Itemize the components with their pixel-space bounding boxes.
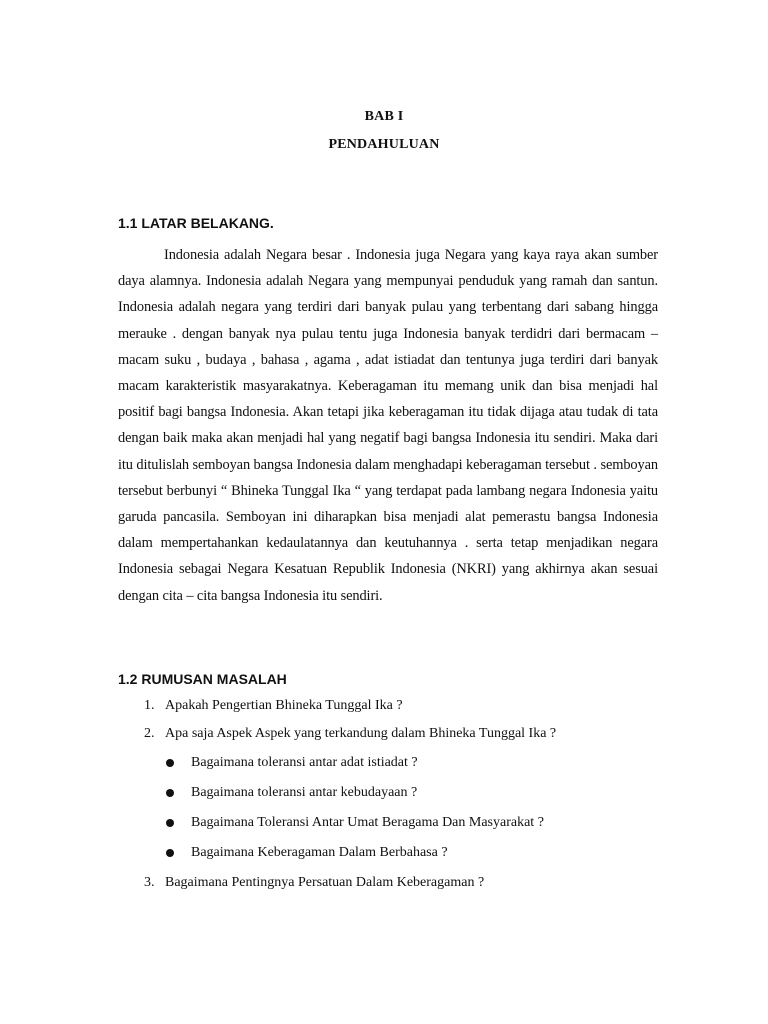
latar-belakang-paragraph: Indonesia adalah Negara besar . Indonesia juga Negara yang kaya raya akan sumber daya alamnya. Indonesia adalah Negara yang mempunyai penduduk yang ramah dan santun. Indonesia adalah negara yang terdiri dari banyak pulau yang terbentang dari sabang hingga merauke . dengan banyak nya pulau tentu juga Indonesia banyak terdidri dari bermacam – macam suku , budaya , bahasa , agama , adat istiadat dan tentunya juga terdiri dari banyak macam karakteristik masyarakatnya. Keberagaman itu memang unik dan bisa menjadi hal positif bagi bangsa Indonesia. Akan tetapi jika keberagaman itu tidak dijaga atau tudak di tata dengan baik maka akan menjadi hal yang negatif bagi bangsa Indonesia itu sendiri. Maka dari itu ditulislah semboyan bangsa Indonesia dalam menghadapi keberagaman tersebut . semboyan tersebut berbunyi “ Bhineka Tunggal Ika “ yang terdapat pada lambang negara Indonesia yaitu garuda pancasila. Semboyan ini diharapkan bisa menjadi alat pemerastu bangsa Indonesia dalam mempertahankan kedaulatannya dan keutuhannya . serta tetap menjadikan negara Indonesia sebagai Negara Kesatuan Republik Indonesia (NKRI) yang akhirnya akan sesuai dengan cita – cita bangsa Indonesia itu sendiri. (118, 247, 658, 604)
list-item-text: Apakah Pengertian Bhineka Tunggal Ika ? (165, 698, 403, 713)
bullet-item-text: Bagaimana Toleransi Antar Umat Beragama Dan Masyarakat ? (191, 815, 544, 830)
list-number: 2. (144, 726, 155, 741)
list-number: 3. (144, 875, 155, 890)
section-heading-latar-belakang: 1.1 LATAR BELAKANG. (118, 215, 274, 231)
bullet-icon (166, 849, 174, 857)
bullet-icon (166, 759, 174, 767)
bullet-item-text: Bagaimana toleransi antar adat istiadat ? (191, 755, 418, 770)
bullet-icon (166, 789, 174, 797)
list-item-text: Bagaimana Pentingnya Persatuan Dalam Keberagaman ? (165, 875, 485, 890)
bullet-item-text: Bagaimana toleransi antar kebudayaan ? (191, 785, 418, 800)
list-item-text: Apa saja Aspek Aspek yang terkandung dalam Bhineka Tunggal Ika ? (165, 726, 557, 741)
bullet-item-text: Bagaimana Keberagaman Dalam Berbahasa ? (191, 845, 448, 860)
chapter-title: PENDAHULUAN (328, 137, 440, 152)
section-heading-rumusan-masalah: 1.2 RUMUSAN MASALAH (118, 671, 287, 687)
chapter-number: BAB I (364, 109, 404, 124)
list-number: 1. (144, 698, 155, 713)
bullet-icon (166, 819, 174, 827)
